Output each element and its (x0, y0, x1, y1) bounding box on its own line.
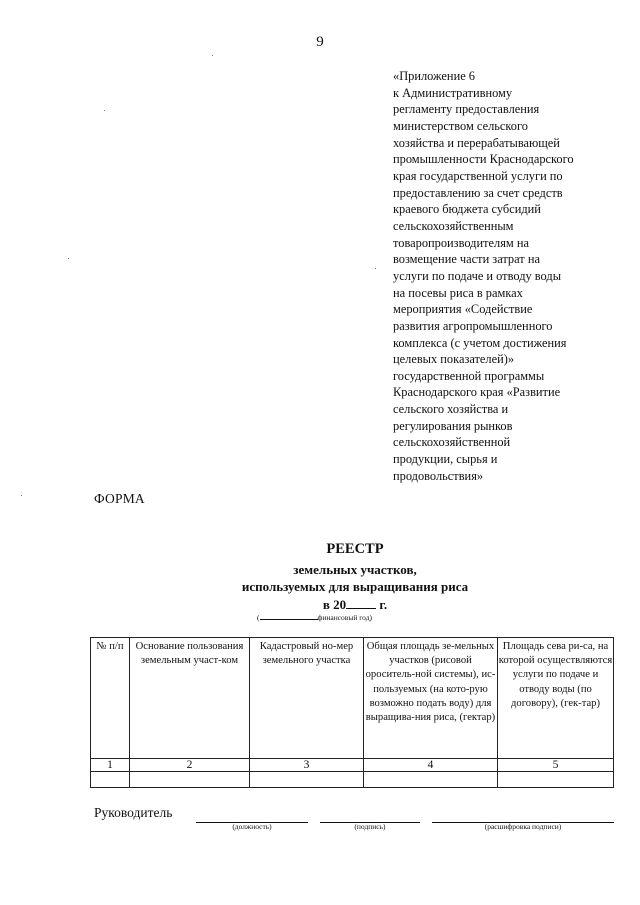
registry-table (90, 637, 614, 788)
title-subline-2: используемых для выращивания риса (241, 579, 469, 594)
appendix-line: краевого бюджета субсидий (393, 202, 541, 217)
table-empty-row (91, 772, 614, 788)
appendix-line: мероприятия «Содействие (393, 302, 533, 317)
position-caption: (должность) (232, 822, 272, 831)
year-note-line (260, 613, 318, 620)
appendix-line: государственной программы (393, 368, 545, 383)
appendix-line: предоставлению за счет средств (393, 185, 563, 200)
scan-speck (68, 258, 69, 259)
scan-speck (212, 55, 213, 56)
scan-speck (375, 268, 376, 269)
scan-speck (21, 495, 22, 496)
column-number-cell: 2 (130, 759, 250, 772)
appendix-line: края государственной услуги по (393, 168, 563, 183)
document-title: РЕЕСТР (326, 541, 384, 557)
table-column-number-row (91, 759, 614, 772)
appendix-line: сельского хозяйства и (393, 402, 509, 417)
appendix-line: развития агропромышленного (393, 318, 553, 333)
table-header-row (91, 638, 614, 759)
empty-cell[interactable] (91, 772, 130, 788)
form-label: ФОРМА (94, 491, 145, 506)
page-number: 9 (316, 34, 324, 50)
year-note-open: ( (257, 613, 260, 622)
appendix-line: услуги по подаче и отводу воды (393, 268, 562, 283)
header-cell-total-area: Общая площадь зе-мельных участков (рисовой ороситель-ной системы), ис-пользуемых (на кото-рую возможно подать воду) для выращива-ния риса, (гектар) (364, 638, 498, 759)
header-cell-sown-area: Площадь сева ри-са, на которой осуществляются услуги по подаче и отводу воды (по договору), (гек-тар) (498, 638, 614, 759)
appendix-line: хозяйства и перерабатывающей (393, 135, 560, 150)
appendix-line: министерством сельского (393, 118, 528, 133)
appendix-line: регламенту предоставления (393, 102, 540, 117)
year-note-text: финансовый год) (317, 613, 373, 622)
appendix-line: целевых показателей)» (393, 352, 515, 367)
signature-decoding-caption: (расшифровка подписи) (484, 822, 562, 831)
header-cell-cadastral: Кадастровый но-мер земельного участка (250, 638, 364, 759)
appendix-line: возмещение части затрат на (393, 252, 540, 267)
header-cell-basis: Основание пользования земельным участ-ком (130, 638, 250, 759)
appendix-line: сельскохозяйственным (393, 218, 514, 233)
appendix-block (393, 68, 633, 484)
header-cell-number: № п/п (91, 638, 130, 759)
appendix-line: сельскохозяйственной (393, 435, 511, 450)
empty-cell[interactable] (364, 772, 498, 788)
empty-cell[interactable] (498, 772, 614, 788)
column-number-cell: 4 (364, 759, 498, 772)
signatory-label: Руководитель (94, 805, 173, 820)
title-subline-1: земельных участков, (293, 562, 417, 577)
column-number-cell: 3 (250, 759, 364, 772)
appendix-line: продовольствия» (393, 468, 484, 483)
financial-year-note (257, 613, 372, 622)
appendix-line: регулирования рынков (393, 418, 513, 433)
year-blank (346, 596, 376, 609)
empty-cell[interactable] (130, 772, 250, 788)
appendix-line: комплекса (с учетом достижения (393, 335, 567, 350)
appendix-line: продукции, сырья и (393, 452, 498, 467)
column-number-cell: 1 (91, 759, 130, 772)
empty-cell[interactable] (250, 772, 364, 788)
appendix-line: «Приложение 6 (393, 69, 475, 83)
year-suffix: г. (379, 597, 388, 612)
appendix-line: к Административному (393, 85, 513, 100)
column-number-cell: 5 (498, 759, 614, 772)
title-year-line (0, 596, 640, 613)
appendix-line: Краснодарского края «Развитие (393, 385, 561, 400)
year-prefix: в 20 (322, 597, 347, 612)
appendix-line: на посевы риса в рамках (393, 285, 523, 300)
appendix-line: промышленности Краснодарского (393, 152, 574, 167)
appendix-line: товаропроизводителям на (393, 235, 529, 250)
scan-speck (104, 110, 105, 111)
signature-caption: (подпись) (354, 822, 386, 831)
